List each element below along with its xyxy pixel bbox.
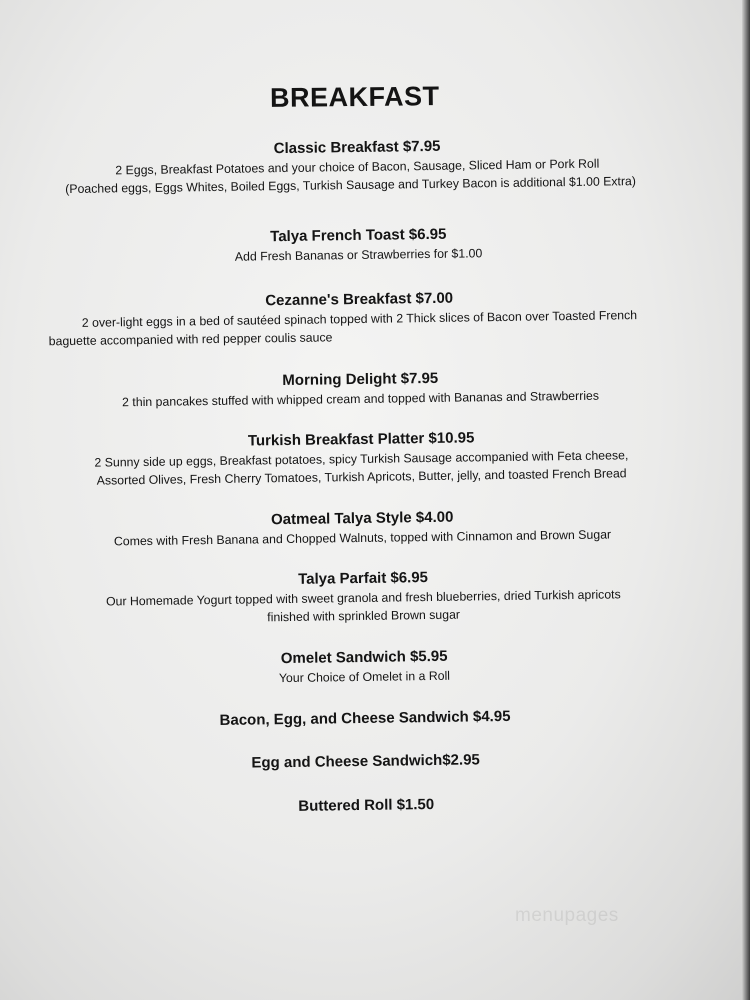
menu-item-omelet-sandwich bbox=[39, 643, 689, 690]
menu-item-description: Add Fresh Bananas or Strawberries for $1.00 bbox=[234, 246, 483, 264]
menu-item-title: Talya French Toast $6.95 bbox=[270, 225, 447, 246]
menu-item-description-cont: Assorted Olives, Fresh Cherry Tomatoes, Turkish Apricots, Butter, jelly, and toasted French Bread bbox=[96, 466, 627, 488]
menu-item-description: Comes with Fresh Banana and Chopped Walnuts, topped with Cinnamon and Brown Sugar bbox=[113, 527, 612, 549]
menu-item-turkish-platter bbox=[36, 425, 687, 490]
menu-item-french-toast bbox=[33, 221, 683, 268]
menu-item-morning-delight bbox=[35, 365, 685, 412]
menu-item-title: Oatmeal Talya Style $4.00 bbox=[270, 508, 454, 529]
menu-item-parfait bbox=[38, 564, 689, 629]
menu-item-bacon-egg-cheese bbox=[40, 704, 690, 733]
menu-item-description: Our Homemade Yogurt topped with sweet granola and fresh blueberries, dried Turkish apricots bbox=[105, 587, 621, 609]
menu-item-title: Egg and Cheese Sandwich$2.95 bbox=[251, 751, 480, 772]
menu-item-classic-breakfast bbox=[32, 133, 683, 198]
menu-item-title: Cezanne's Breakfast $7.00 bbox=[265, 289, 454, 310]
page-edge-shadow bbox=[742, 0, 750, 1000]
menu-item-description: 2 Sunny side up eggs, Breakfast potatoes, spicy Turkish Sausage accompanied with Feta cheese, bbox=[94, 448, 629, 470]
menu-item-note: (Poached eggs, Eggs Whites, Boiled Eggs, Turkish Sausage and Turkey Bacon is additional $1.00 Extra) bbox=[65, 174, 637, 197]
menu-item-title: Buttered Roll $1.50 bbox=[298, 795, 435, 815]
menu-item-title: Classic Breakfast $7.95 bbox=[273, 137, 441, 158]
menu-item-description-cont: finished with sprinkled Brown sugar bbox=[267, 607, 461, 625]
menu-item-title: Bacon, Egg, and Cheese Sandwich $4.95 bbox=[219, 707, 511, 729]
menu-item-description: 2 Eggs, Breakfast Potatoes and your choice of Bacon, Sausage, Sliced Ham or Pork Roll bbox=[115, 156, 600, 178]
menu-heading: BREAKFAST bbox=[269, 81, 440, 113]
menu-item-description: 2 thin pancakes stuffed with whipped cream and topped with Bananas and Strawberries bbox=[122, 388, 600, 410]
menu-item-title: Talya Parfait $6.95 bbox=[298, 569, 429, 588]
menu-item-buttered-roll bbox=[41, 791, 691, 820]
menu-items bbox=[30, 0, 680, 815]
menu-item-title: Morning Delight $7.95 bbox=[282, 369, 439, 390]
menu-item-description: 2 over-light eggs in a bed of sautéed spinach topped with 2 Thick slices of Bacon over Toasted French bbox=[81, 308, 638, 330]
menu-item-egg-cheese bbox=[41, 747, 691, 776]
menu-item-cezannes-breakfast bbox=[34, 285, 685, 350]
watermark: menupages bbox=[515, 905, 619, 926]
menu-item-title: Turkish Breakfast Platter $10.95 bbox=[247, 429, 475, 450]
menu-item-title: Omelet Sandwich $5.95 bbox=[280, 647, 448, 668]
menu-item-oatmeal bbox=[37, 504, 687, 551]
menu-item-description-cont: baguette accompanied with red pepper coulis sauce bbox=[48, 330, 333, 349]
menu-item-description: Your Choice of Omelet in a Roll bbox=[278, 668, 451, 686]
